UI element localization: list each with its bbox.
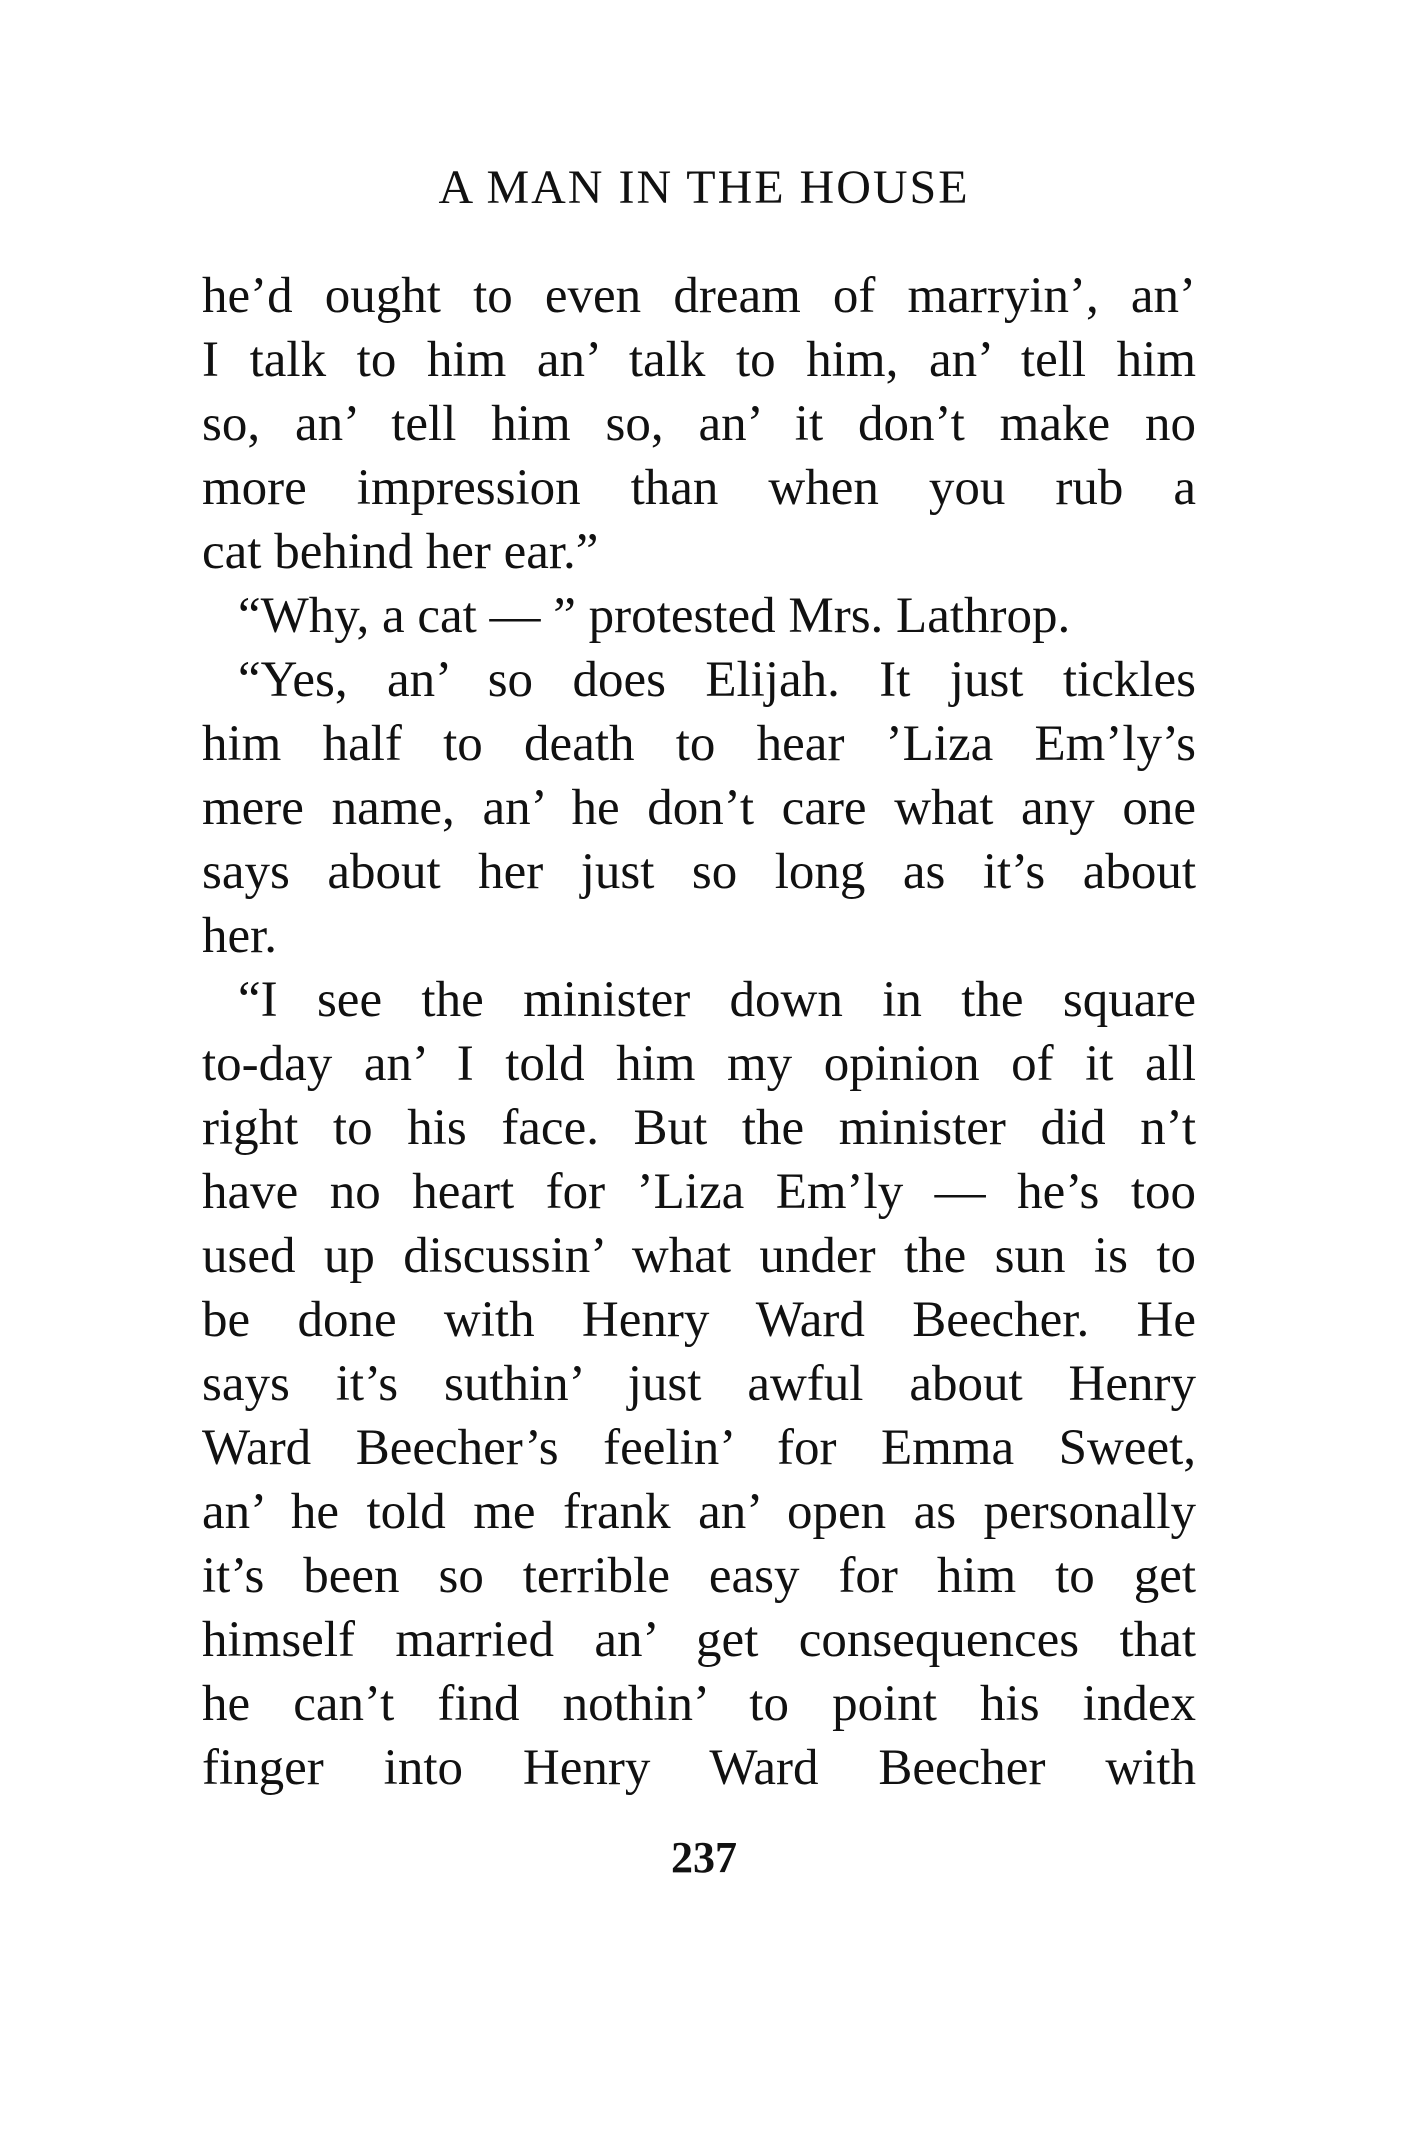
text-line: finger into Henry Ward Beecher with — [202, 1740, 1196, 1796]
text-line: cat behind her ear.” — [202, 524, 599, 580]
text-line: he can’t find nothin’ to point his index — [202, 1676, 1196, 1732]
text-line: him half to death to hear ’Liza Em’ly’s — [202, 716, 1196, 772]
text-line: says about her just so long as it’s about — [202, 844, 1196, 900]
text-line: he’d ought to even dream of marryin’, an’ — [202, 268, 1196, 324]
text-line: her. — [202, 908, 278, 964]
text-line: have no heart for ’Liza Em’ly — he’s too — [202, 1164, 1196, 1220]
text-line: says it’s suthin’ just awful about Henry — [202, 1356, 1196, 1412]
text-line: I talk to him an’ talk to him, an’ tell him — [202, 332, 1196, 388]
text-line: “Yes, an’ so does Elijah. It just tickles — [238, 652, 1196, 708]
page-number: 237 — [671, 1833, 737, 1882]
text-line: be done with Henry Ward Beecher. He — [202, 1292, 1196, 1348]
text-line: himself married an’ get consequences that — [202, 1612, 1196, 1668]
text-line: right to his face. But the minister did n’t — [202, 1100, 1196, 1156]
text-line: an’ he told me frank an’ open as personally — [202, 1484, 1196, 1540]
running-title: A MAN IN THE HOUSE — [438, 161, 970, 214]
text-line: mere name, an’ he don’t care what any one — [202, 780, 1196, 836]
text-line: so, an’ tell him so, an’ it don’t make no — [202, 396, 1196, 452]
text-line: “I see the minister down in the square — [238, 972, 1196, 1028]
text-line: Ward Beecher’s feelin’ for Emma Sweet, — [202, 1420, 1196, 1476]
text-line: “Why, a cat — ” protested Mrs. Lathrop. — [238, 588, 1071, 644]
text-line: more impression than when you rub a — [202, 460, 1196, 516]
text-line: it’s been so terrible easy for him to get — [202, 1548, 1196, 1604]
text-line: used up discussin’ what under the sun is to — [202, 1228, 1196, 1284]
text-line: to-day an’ I told him my opinion of it all — [202, 1036, 1196, 1092]
